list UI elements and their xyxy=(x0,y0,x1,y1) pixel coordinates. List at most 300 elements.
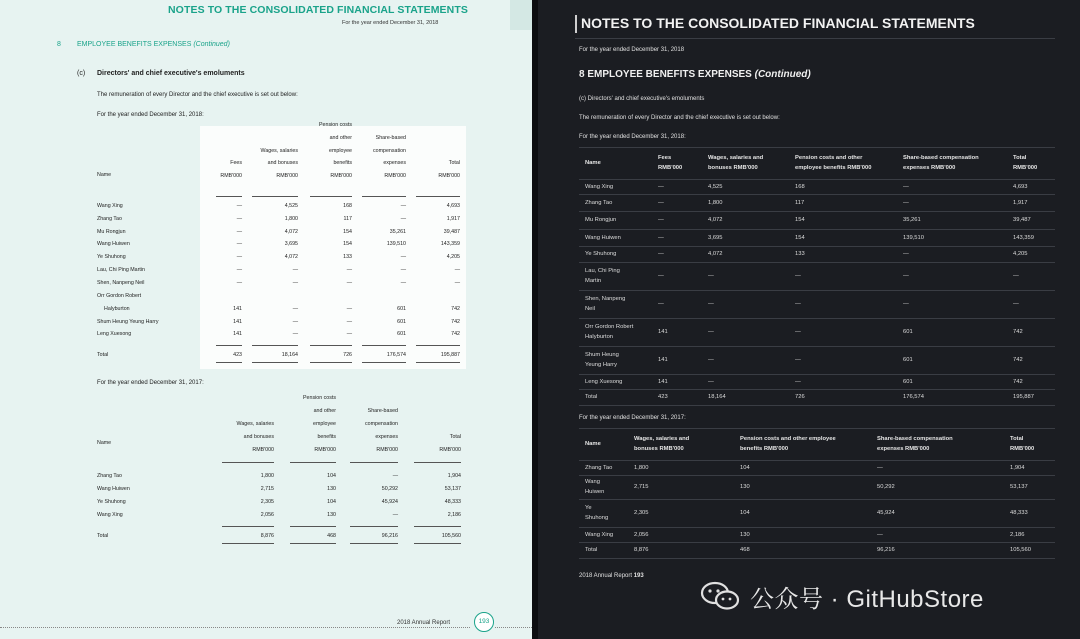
column-header-share: Share-based compensation xyxy=(877,436,953,442)
total-underline-pension xyxy=(310,362,352,363)
column-header-fees: Fees xyxy=(230,160,242,167)
total-cell-total: 195,887 xyxy=(440,352,460,358)
table-cell-wages: 8,876 xyxy=(634,547,649,553)
column-header-fees: RMB'000 xyxy=(220,173,242,180)
table-cell-total: 53,137 xyxy=(1010,484,1028,490)
table-cell-total: 2,186 xyxy=(447,512,461,518)
table-cell-fees: — xyxy=(658,183,664,190)
table-row-name: Lau, Chi Ping Martin xyxy=(97,267,145,273)
table-cell-pension: 154 xyxy=(343,229,352,235)
table-cell-pension: — xyxy=(346,319,352,325)
table-row-rule xyxy=(579,475,1055,476)
table-row-name: Ye xyxy=(585,505,592,511)
title-accent-bar xyxy=(575,15,577,33)
table-cell-total: 143,359 xyxy=(440,241,460,247)
table-cell-wages: 2,056 xyxy=(260,512,274,518)
column-header-pension: benefits RMB'000 xyxy=(740,446,789,452)
table-cell-total: 1,904 xyxy=(1010,464,1025,471)
table-cell-wages: — xyxy=(708,329,714,335)
table-cell-pension: — xyxy=(795,273,801,279)
table-cell-fees: 423 xyxy=(658,394,668,400)
table-cell-fees: 141 xyxy=(658,378,668,385)
year-2018-label: For the year ended December 31, 2018: xyxy=(579,134,686,140)
column-header-name: Name xyxy=(97,172,112,178)
table-cell-wages: 4,525 xyxy=(284,203,298,209)
column-header-wages: RMB'000 xyxy=(276,173,298,180)
column-header-share: Share-based compensation xyxy=(903,155,979,161)
reformatted-page-pane xyxy=(538,0,1080,639)
table-cell-share: 50,292 xyxy=(877,484,895,490)
column-header-wages: and bonuses xyxy=(267,160,298,167)
table-cell-pension: 130 xyxy=(740,531,750,538)
table-row-rule xyxy=(579,318,1055,319)
table-cell-wages: — xyxy=(708,301,714,307)
footer-text: 2018 Annual Report 193 xyxy=(579,573,644,579)
table-row-name: Wang Huiwen xyxy=(585,234,621,241)
table-cell-pension: 154 xyxy=(795,217,805,223)
column-header-wages: Wages, salaries and xyxy=(634,436,690,442)
table-cell-pension: 133 xyxy=(795,251,805,257)
table-cell-fees: — xyxy=(236,203,242,209)
table-cell-total: 742 xyxy=(451,306,460,312)
total-underline-share xyxy=(362,362,406,363)
column-header-name: Name xyxy=(97,440,112,446)
table-cell-total: 2,186 xyxy=(1010,531,1025,538)
total-overline-share xyxy=(350,526,398,527)
total-overline-fees xyxy=(216,345,242,346)
table-cell-fees: — xyxy=(658,234,664,241)
table-row-rule xyxy=(579,262,1055,263)
table-cell-wages: 2,715 xyxy=(634,484,649,490)
table-cell-total: 742 xyxy=(1013,329,1023,335)
total-underline-total xyxy=(414,543,461,544)
table-cell-pension: 168 xyxy=(343,203,352,209)
table-row-name: Total xyxy=(585,547,598,553)
page-number-badge: 193 xyxy=(474,612,494,632)
table-cell-fees: — xyxy=(236,280,242,286)
table-row-name: Shum Heung Yeung Harry xyxy=(97,319,159,325)
table-row-name: Halyburton xyxy=(104,306,130,312)
column-header-share: compensation xyxy=(373,147,406,154)
table-cell-fees: — xyxy=(236,254,242,260)
column-header-name: Name xyxy=(585,441,601,447)
table-cell-total: 4,205 xyxy=(446,254,460,260)
table-cell-share: 176,574 xyxy=(903,394,924,400)
column-header-share: expenses RMB'000 xyxy=(903,165,956,171)
table-cell-wages: 1,800 xyxy=(634,464,649,471)
period-text: For the year ended December 31, 2018 xyxy=(579,47,685,53)
table-row-name: Wang Huiwen xyxy=(97,241,130,247)
table-cell-share: 35,261 xyxy=(389,229,406,235)
table-row-name: Wang Xing xyxy=(585,531,614,538)
column-header-pension: Pension costs xyxy=(303,395,336,401)
table-top-rule xyxy=(579,147,1055,148)
footer-rule-end xyxy=(495,627,532,628)
table-cell-fees: — xyxy=(658,301,664,307)
total-cell-total: 105,560 xyxy=(441,533,461,539)
table-cell-fees: 141 xyxy=(658,357,668,363)
column-header-fees: RMB'000 xyxy=(658,165,683,171)
table-row-name: Neil xyxy=(585,306,595,312)
table-row-name: Leng Xuesong xyxy=(97,331,132,337)
subsection-title: Directors' and chief executive's emoluments xyxy=(97,70,245,77)
column-header-total: Total xyxy=(448,160,460,167)
table-row-rule xyxy=(579,246,1055,247)
column-header-pension: and other xyxy=(329,134,352,141)
table-cell-pension: — xyxy=(346,280,352,286)
subsection-title: (c) Directors' and chief executive's emoluments xyxy=(579,96,705,102)
table-cell-total: 1,904 xyxy=(447,473,461,479)
table-cell-fees: — xyxy=(236,216,242,222)
column-header-wages: RMB'000 xyxy=(252,447,274,453)
page-header-period: For the year ended December 31, 2018 xyxy=(342,20,439,26)
section-number: 8 xyxy=(57,41,61,48)
table-cell-total: 1,917 xyxy=(446,216,460,222)
table-cell-wages: — xyxy=(708,357,714,363)
table-bottom-rule xyxy=(579,558,1055,559)
column-header-share: RMB'000 xyxy=(384,173,406,180)
column-header-name: Name xyxy=(585,160,601,166)
table-row-name: Wang xyxy=(585,479,600,485)
table-cell-share: 45,924 xyxy=(381,499,398,505)
total-underline-pension xyxy=(290,543,336,544)
table-row-name: Total xyxy=(585,394,598,400)
header-underline-total xyxy=(416,196,460,197)
table-cell-total: 742 xyxy=(451,319,460,325)
table-row-rule xyxy=(579,179,1055,180)
total-underline-share xyxy=(350,543,398,544)
table-cell-share: — xyxy=(392,512,398,518)
table-cell-fees: — xyxy=(236,241,242,247)
column-header-pension: RMB'000 xyxy=(330,173,352,180)
footer-rule xyxy=(0,627,470,628)
table-row-rule xyxy=(579,542,1055,543)
table-cell-share: 45,924 xyxy=(877,510,895,516)
table-cell-share: — xyxy=(903,199,909,206)
table-cell-fees: — xyxy=(236,267,242,273)
table-cell-fees: — xyxy=(658,217,664,223)
table-row-name: Shen, Nanpeng xyxy=(585,296,626,302)
table-cell-share: — xyxy=(400,216,406,222)
table-cell-total: 53,137 xyxy=(444,486,461,492)
page-header-title: NOTES TO THE CONSOLIDATED FINANCIAL STATEMENTS xyxy=(168,4,468,16)
table-row-name: Zhang Tao xyxy=(585,199,613,206)
table-cell-fees: 141 xyxy=(233,331,242,337)
table-row-name: Ye Shuhong xyxy=(97,254,126,260)
table-row-name: Zhang Tao xyxy=(97,473,122,479)
column-header-wages: bonuses RMB'000 xyxy=(634,446,684,452)
table-row-rule xyxy=(579,460,1055,461)
table-cell-wages: 2,305 xyxy=(634,510,649,516)
header-underline-pension xyxy=(290,462,336,463)
table-row-name: Shuhong xyxy=(585,515,609,521)
table-cell-wages: — xyxy=(292,280,298,286)
header-underline-share xyxy=(362,196,406,197)
column-header-total: Total xyxy=(449,434,461,440)
total-overline-share xyxy=(362,345,406,346)
table-row-rule xyxy=(579,290,1055,291)
table-cell-total: — xyxy=(454,267,460,273)
table-cell-pension: 154 xyxy=(343,241,352,247)
table-cell-wages: 2,305 xyxy=(260,499,274,505)
table-cell-wages: — xyxy=(292,306,298,312)
page-corner xyxy=(510,0,532,30)
column-header-share: Share-based xyxy=(375,134,406,141)
table-cell-share: — xyxy=(877,531,883,538)
watermark xyxy=(700,578,984,614)
column-header-pension: Pension costs and other xyxy=(795,155,863,161)
table-cell-share: — xyxy=(400,267,406,273)
table-cell-wages: 18,164 xyxy=(708,394,726,400)
header-underline-wages xyxy=(222,462,274,463)
total-overline-wages xyxy=(222,526,274,527)
table-row-rule xyxy=(579,499,1055,500)
year-2017-label: For the year ended December 31, 2017: xyxy=(579,415,686,421)
table-cell-total: 742 xyxy=(1013,357,1023,363)
table-cell-total: 105,560 xyxy=(1010,547,1031,553)
watermark-text: 公众号 · GitHubStore xyxy=(750,585,984,613)
section-title: EMPLOYEE BENEFITS EXPENSES (Continued) xyxy=(77,41,230,48)
column-header-pension: employee xyxy=(313,421,336,427)
table-row-name: Wang Xing xyxy=(97,203,123,209)
table-row-name: Yeung Harry xyxy=(585,362,618,368)
table-cell-share: 601 xyxy=(903,378,913,385)
table-cell-fees: — xyxy=(658,251,664,257)
column-header-share: compensation xyxy=(365,421,398,427)
table-top-rule xyxy=(579,428,1055,429)
table-cell-fees: — xyxy=(236,229,242,235)
table-cell-total: 742 xyxy=(1013,378,1023,385)
table-row-name: Mu Rongjun xyxy=(585,217,617,223)
table-cell-pension: 130 xyxy=(740,484,750,490)
table-cell-share: — xyxy=(392,473,398,479)
column-header-share: RMB'000 xyxy=(376,447,398,453)
table-cell-pension: 130 xyxy=(327,512,336,518)
table-cell-pension: — xyxy=(795,378,801,385)
table-row-name: Orr Gordon Robert xyxy=(97,293,142,299)
table-cell-total: 48,333 xyxy=(444,499,461,505)
table-row-rule xyxy=(579,194,1055,195)
table-cell-fees: 141 xyxy=(233,306,242,312)
table-cell-wages: 4,072 xyxy=(708,217,723,223)
header-underline-wages xyxy=(252,196,298,197)
table-cell-share: 50,292 xyxy=(381,486,398,492)
total-cell-share: 176,574 xyxy=(386,352,406,358)
table-row-name: Huiwen xyxy=(585,489,605,495)
table-row-name: Ye Shuhong xyxy=(585,251,617,257)
column-header-pension: Pension costs xyxy=(319,122,352,128)
table-cell-total: 4,693 xyxy=(446,203,460,209)
table-row-name: Leng Xuesong xyxy=(585,378,623,385)
table-row-rule xyxy=(579,527,1055,528)
column-header-pension: benefits xyxy=(317,434,336,440)
column-header-wages: Wages, salaries xyxy=(260,147,298,154)
total-cell-wages: 8,876 xyxy=(260,533,274,539)
total-underline-wages xyxy=(222,543,274,544)
total-underline-wages xyxy=(252,362,298,363)
table-cell-wages: 3,695 xyxy=(708,234,723,241)
total-underline-fees xyxy=(216,362,242,363)
table-cell-total: 48,333 xyxy=(1010,510,1028,516)
column-header-total: Total xyxy=(1013,155,1027,161)
column-header-total: RMB'000 xyxy=(438,173,460,180)
table-row-name: Halyburton xyxy=(585,334,614,340)
table-row-rule xyxy=(579,346,1055,347)
table-cell-wages: — xyxy=(292,267,298,273)
table-cell-pension: 726 xyxy=(795,394,805,400)
table-cell-fees: — xyxy=(658,273,664,279)
table-cell-pension: — xyxy=(346,331,352,337)
table-cell-pension: 104 xyxy=(327,473,336,479)
table-cell-wages: — xyxy=(708,273,714,279)
table-cell-wages: 4,525 xyxy=(708,183,723,190)
total-cell-wages: 18,164 xyxy=(281,352,298,358)
year-2018-label: For the year ended December 31, 2018: xyxy=(97,112,204,118)
table-cell-pension: 130 xyxy=(327,486,336,492)
table-cell-share: — xyxy=(903,251,909,257)
column-header-share: expenses RMB'000 xyxy=(877,446,930,452)
column-header-pension: RMB'000 xyxy=(314,447,336,453)
table-cell-total: 4,205 xyxy=(1013,251,1028,257)
table-cell-total: — xyxy=(1013,273,1019,279)
column-header-pension: benefits xyxy=(333,160,352,167)
total-row-name: Total xyxy=(97,352,109,358)
table-row-rule xyxy=(579,374,1055,375)
table-cell-wages: 4,072 xyxy=(284,229,298,235)
table-cell-pension: — xyxy=(346,267,352,273)
table-cell-share: 601 xyxy=(903,329,913,335)
table-cell-wages: 1,800 xyxy=(708,199,723,206)
table-cell-share: 601 xyxy=(397,331,406,337)
table-cell-share: — xyxy=(903,183,909,190)
column-header-wages: Wages, salaries xyxy=(236,421,274,427)
table-row-rule xyxy=(579,229,1055,230)
table-cell-total: 39,487 xyxy=(1013,217,1031,223)
table-cell-wages: 1,800 xyxy=(260,473,274,479)
title-rule xyxy=(575,38,1055,39)
table-row-name: Zhang Tao xyxy=(97,216,122,222)
table-cell-wages: 4,072 xyxy=(708,251,723,257)
table-bottom-rule xyxy=(579,405,1055,406)
table-cell-total: 1,917 xyxy=(1013,199,1028,206)
table-row-name: Shum Heung xyxy=(585,352,619,358)
total-overline-total xyxy=(414,526,461,527)
table-cell-pension: — xyxy=(346,306,352,312)
column-header-fees: Fees xyxy=(658,155,672,161)
footer-label: 2018 Annual Report xyxy=(397,620,451,626)
column-header-total: Total xyxy=(1010,436,1024,442)
table-cell-share: 96,216 xyxy=(877,547,895,553)
table-cell-share: — xyxy=(400,254,406,260)
intro-text: The remuneration of every Director and the chief executive is set out below: xyxy=(97,92,298,98)
column-header-wages: and bonuses xyxy=(243,434,274,440)
table-cell-total: 4,693 xyxy=(1013,183,1028,190)
table-cell-wages: 2,056 xyxy=(634,531,649,538)
total-cell-share: 96,216 xyxy=(381,533,398,539)
table-row-name: Orr Gordon Robert xyxy=(585,324,634,330)
table-cell-pension: — xyxy=(795,357,801,363)
table-row-name: Shen, Nanpeng Neil xyxy=(97,280,145,286)
total-overline-wages xyxy=(252,345,298,346)
table-cell-pension: 133 xyxy=(343,254,352,260)
header-underline-pension xyxy=(310,196,352,197)
table-cell-pension: 117 xyxy=(343,216,352,222)
header-underline-share xyxy=(350,462,398,463)
table-cell-pension: — xyxy=(795,301,801,307)
table-cell-pension: 154 xyxy=(795,234,805,241)
table-row-name: Mu Rongjun xyxy=(97,229,126,235)
table-cell-share: 35,261 xyxy=(903,217,921,223)
section-heading: 8 EMPLOYEE BENEFITS EXPENSES (Continued) xyxy=(579,69,811,80)
table-cell-share: 601 xyxy=(397,319,406,325)
column-header-pension: employee benefits RMB'000 xyxy=(795,165,872,171)
table-cell-total: 742 xyxy=(451,331,460,337)
table-cell-pension: 104 xyxy=(740,464,750,471)
subsection-letter: (c) xyxy=(77,70,86,77)
table-cell-total: — xyxy=(1013,301,1019,307)
table-cell-wages: 1,800 xyxy=(284,216,298,222)
total-overline-pension xyxy=(310,345,352,346)
table-cell-total: 143,359 xyxy=(1013,234,1034,241)
column-header-share: expenses xyxy=(375,434,398,440)
column-header-total: RMB'000 xyxy=(1010,446,1035,452)
table-row-name: Zhang Tao xyxy=(585,464,613,471)
table-cell-share: — xyxy=(877,464,883,471)
table-cell-wages: — xyxy=(292,319,298,325)
table-row-rule xyxy=(579,211,1055,212)
table-cell-pension: 104 xyxy=(740,510,750,516)
table-cell-share: — xyxy=(400,280,406,286)
column-header-total: RMB'000 xyxy=(1013,165,1038,171)
table-cell-total: — xyxy=(454,280,460,286)
column-header-wages: Wages, salaries and xyxy=(708,155,764,161)
table-cell-share: — xyxy=(903,301,909,307)
table-cell-pension: 468 xyxy=(740,547,750,553)
table-row-rule xyxy=(579,389,1055,390)
table-cell-total: 195,887 xyxy=(1013,394,1034,400)
page-title: NOTES TO THE CONSOLIDATED FINANCIAL STATEMENTS xyxy=(581,15,975,31)
table-row-name: Lau, Chi Ping xyxy=(585,268,620,274)
total-cell-pension: 726 xyxy=(343,352,352,358)
table-cell-pension: 117 xyxy=(795,199,805,206)
table-cell-pension: — xyxy=(795,329,801,335)
header-underline-total xyxy=(414,462,461,463)
table-cell-share: 139,510 xyxy=(386,241,406,247)
table-cell-share: — xyxy=(903,273,909,279)
table-cell-fees: 141 xyxy=(658,329,668,335)
intro-text: The remuneration of every Director and the chief executive is set out below: xyxy=(579,115,780,121)
table-cell-fees: 141 xyxy=(233,319,242,325)
total-overline-pension xyxy=(290,526,336,527)
table-row-name: Ye Shuhong xyxy=(97,499,126,505)
table-cell-wages: 3,695 xyxy=(284,241,298,247)
table-row-name: Wang Huiwen xyxy=(97,486,130,492)
table-cell-share: 601 xyxy=(903,357,913,363)
table-cell-fees: — xyxy=(658,199,664,206)
table-row-name: Wang Xing xyxy=(97,512,123,518)
total-cell-fees: 423 xyxy=(233,352,242,358)
column-header-pension: employee xyxy=(329,147,352,154)
table-cell-pension: 168 xyxy=(795,183,805,190)
table-cell-share: — xyxy=(400,203,406,209)
table-cell-wages: 4,072 xyxy=(284,254,298,260)
header-underline-fees xyxy=(216,196,242,197)
column-header-share: expenses xyxy=(383,160,406,167)
wechat-icon xyxy=(700,581,740,611)
table-cell-pension: 104 xyxy=(327,499,336,505)
column-header-pension: Pension costs and other employee xyxy=(740,436,836,442)
total-cell-pension: 468 xyxy=(327,533,336,539)
